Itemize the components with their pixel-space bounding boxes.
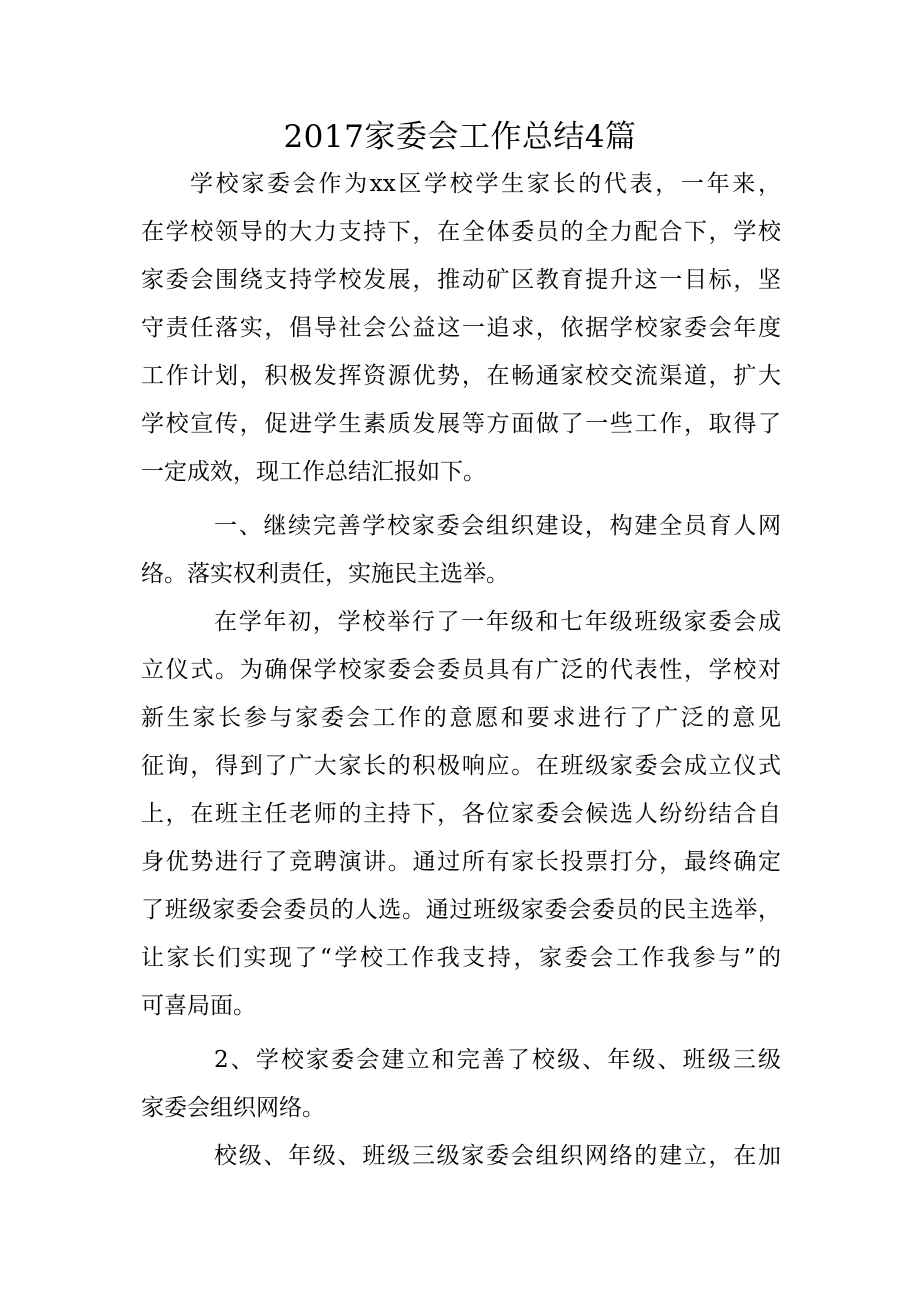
paragraph-1-line-2: 在学校领导的大力支持下，在全体委员的全力配合下，学校 <box>141 219 781 245</box>
section-heading-1-line-2: 络。落实权利责任，实施民主选举。 <box>141 561 509 587</box>
paragraph-1-line-4: 守责任落实，倡导社会公益这一追求，依据学校家委会年度 <box>141 315 781 341</box>
paragraph-2-line-3: 新生家长参与家委会工作的意愿和要求进行了广泛的意见 <box>141 705 781 731</box>
section-heading-2-line-1: 2、学校家委会建立和完善了校级、年级、班级三级 <box>214 1047 781 1073</box>
paragraph-1-line-5: 工作计划，积极发挥资源优势，在畅通家校交流渠道，扩大 <box>141 363 781 389</box>
paragraph-2-line-8: 让家长们实现了“学校工作我支持，家委会工作我参与”的 <box>141 945 781 971</box>
paragraph-2-line-6: 身优势进行了竞聘演讲。通过所有家长投票打分，最终确定 <box>141 849 781 875</box>
paragraph-2-line-7: 了班级家委会委员的人选。通过班级家委会委员的民主选举， <box>141 897 781 923</box>
paragraph-2-line-1: 在学年初，学校举行了一年级和七年级班级家委会成 <box>214 609 781 635</box>
paragraph-2-line-2: 立仪式。为确保学校家委会委员具有广泛的代表性，学校对 <box>141 657 781 683</box>
paragraph-1-line-3: 家委会围绕支持学校发展，推动矿区教育提升这一目标，坚 <box>141 267 781 293</box>
paragraph-1-line-7: 一定成效，现工作总结汇报如下。 <box>141 459 486 485</box>
paragraph-2-line-5: 上，在班主任老师的主持下，各位家委会候选人纷纷结合自 <box>141 801 781 827</box>
section-heading-1-line-1: 一、继续完善学校家委会组织建设，构建全员育人网 <box>214 513 781 539</box>
paragraph-3-line-1: 校级、年级、班级三级家委会组织网络的建立，在加 <box>214 1143 781 1169</box>
paragraph-1-line-6: 学校宣传，促进学生素质发展等方面做了一些工作，取得了 <box>141 411 781 437</box>
document-title: 2017家委会工作总结4篇 <box>283 119 637 155</box>
paragraph-2-line-9: 可喜局面。 <box>141 993 256 1019</box>
section-heading-2-line-2: 家委会组织网络。 <box>141 1095 325 1121</box>
paragraph-1-line-1: 学校家委会作为xx区学校学生家长的代表，一年来， <box>190 171 781 197</box>
paragraph-2-line-4: 征询，得到了广大家长的积极响应。在班级家委会成立仪式 <box>141 753 781 779</box>
